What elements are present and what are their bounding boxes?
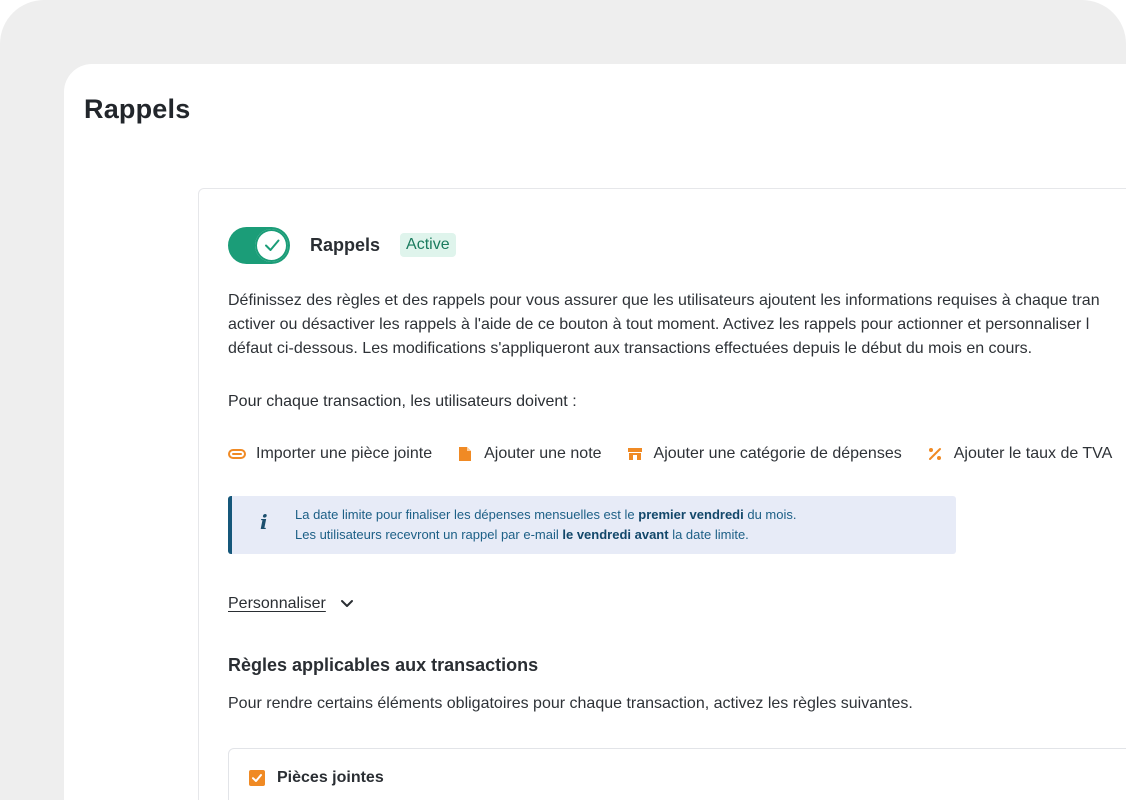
rule-label: Pièces jointes bbox=[277, 769, 384, 786]
requirement-item bbox=[926, 445, 1113, 463]
status-badge: Active bbox=[400, 233, 456, 257]
requirements-list bbox=[228, 445, 1126, 463]
customize-toggle[interactable] bbox=[228, 595, 354, 613]
requirements-heading: Pour chaque transaction, les utilisateurs doivent : bbox=[228, 393, 577, 410]
attachments-checkbox[interactable] bbox=[249, 770, 265, 786]
store-icon bbox=[626, 445, 644, 463]
info-text bbox=[295, 505, 797, 545]
requirement-label: Ajouter une note bbox=[484, 445, 602, 462]
requirement-label: Ajouter le taux de TVA bbox=[953, 445, 1113, 462]
description-line: activer ou désactiver les rappels à l'aide de ce bouton à tout moment. Activez les rappels pour actionner et personnaliser l bbox=[228, 316, 1090, 333]
rule-header bbox=[249, 769, 384, 787]
requirement-label: Importer une pièce jointe bbox=[256, 445, 433, 462]
card-description bbox=[228, 289, 1126, 361]
rule-attachments bbox=[228, 748, 1126, 800]
requirement-item bbox=[626, 445, 902, 463]
note-icon bbox=[456, 445, 474, 463]
info-icon: i bbox=[260, 510, 268, 534]
check-icon bbox=[255, 229, 288, 262]
requirement-label: Ajouter une catégorie de dépenses bbox=[653, 445, 902, 462]
reminders-toggle[interactable] bbox=[228, 227, 290, 264]
chevron-down-icon[interactable] bbox=[340, 599, 354, 609]
info-line: Les utilisateurs recevront un rappel par e-mail le vendredi avant la date limite. bbox=[295, 527, 749, 542]
card-header bbox=[228, 225, 456, 265]
main-panel bbox=[64, 64, 1126, 800]
rules-title: Règles applicables aux transactions bbox=[228, 655, 539, 675]
card-title: Rappels bbox=[310, 234, 381, 255]
reminders-card bbox=[198, 188, 1126, 800]
customize-label[interactable]: Personnaliser bbox=[228, 595, 326, 612]
page-title: Rappels bbox=[84, 94, 191, 124]
description-line: défaut ci-dessous. Les modifications s'appliqueront aux transactions effectuées depuis le début du mois en cours. bbox=[228, 340, 1033, 357]
info-line: La date limite pour finaliser les dépenses mensuelles est le premier vendredi du mois. bbox=[295, 507, 797, 522]
requirement-item bbox=[228, 445, 432, 463]
requirement-item bbox=[456, 445, 601, 463]
percent-icon bbox=[926, 445, 944, 463]
rules-description: Pour rendre certains éléments obligatoires pour chaque transaction, activez les règles suivantes. bbox=[228, 695, 913, 712]
info-banner bbox=[228, 496, 956, 554]
description-line: Définissez des règles et des rappels pour vous assurer que les utilisateurs ajoutent les informations requises à chaque tran bbox=[228, 292, 1100, 309]
paperclip-icon bbox=[228, 445, 246, 463]
